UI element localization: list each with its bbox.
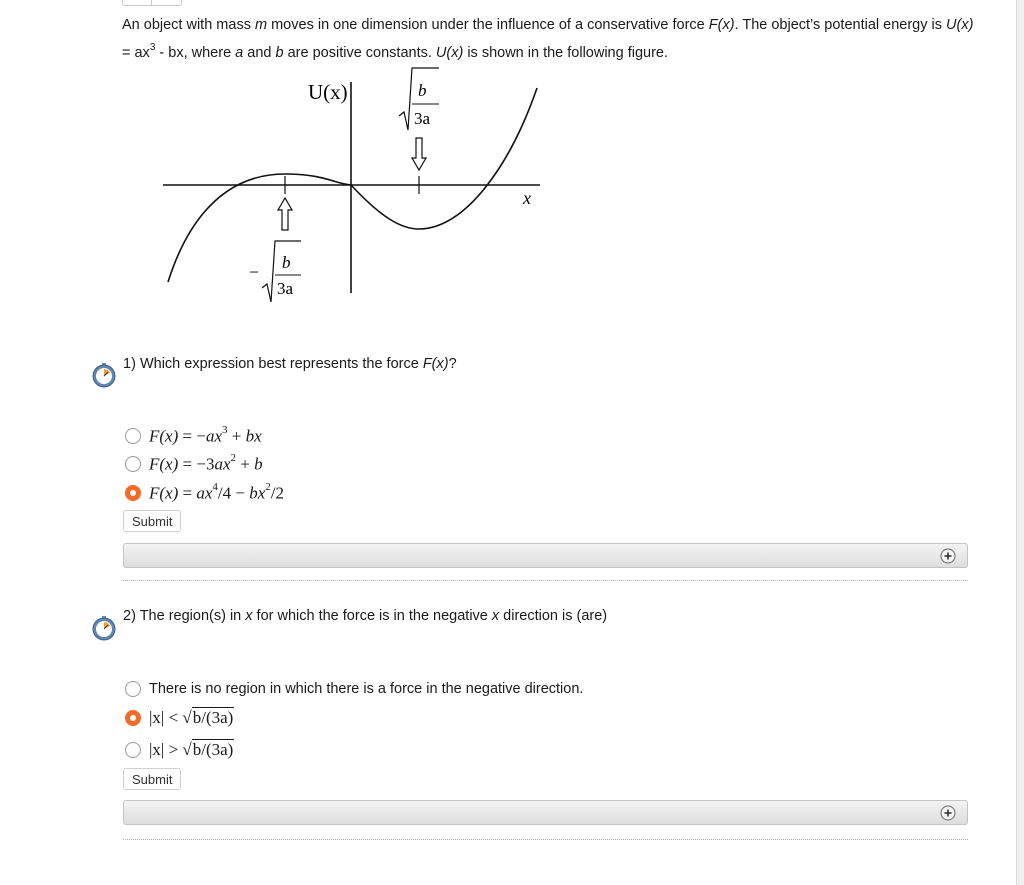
q2-option-1[interactable] [125, 678, 583, 700]
expand-plus-icon[interactable] [940, 805, 956, 821]
section-divider [123, 839, 968, 840]
q1-option-1[interactable] [125, 425, 262, 447]
svg-text:3a: 3a [414, 109, 431, 128]
option-label: $F(x) = -ax^3$ + bx [149, 423, 262, 446]
svg-text:b: b [418, 81, 427, 100]
option-label: $F(x) = ax^4/4 - bx^2/2$ [149, 480, 284, 503]
radio-button-selected[interactable] [125, 485, 141, 501]
potential-energy-figure [155, 66, 555, 306]
option-label: There is no region in which there is a force in the negative direction. [149, 681, 584, 697]
q2-option-3[interactable] [125, 739, 234, 761]
stopwatch-icon [91, 615, 117, 641]
radio-button[interactable] [125, 681, 141, 697]
q2-submit-button[interactable]: Submit [123, 768, 181, 790]
stopwatch-icon [91, 362, 117, 388]
option-label: |x| > √b/(3a) [149, 740, 234, 759]
svg-text:−: − [249, 262, 260, 282]
q1-feedback-bar[interactable] [123, 543, 968, 568]
x-axis-label: x [523, 188, 531, 208]
y-axis-label: U(x) [308, 80, 348, 104]
svg-text:b: b [282, 253, 291, 272]
radio-button[interactable] [125, 428, 141, 444]
q1-option-2[interactable] [125, 453, 263, 475]
radio-button-selected[interactable] [125, 710, 141, 726]
q2-option-2[interactable] [125, 707, 234, 729]
svg-text:3a: 3a [277, 279, 294, 298]
neg-extremum-label [249, 241, 301, 302]
radio-button[interactable] [125, 742, 141, 758]
option-label: |x| < √b/(3a) [149, 708, 234, 727]
up-arrow-icon [278, 198, 292, 230]
pos-extremum-label [399, 68, 439, 130]
question-2-text: 2) The region(s) in x for which the force is in the negative x direction is (are) [123, 608, 608, 624]
radio-button[interactable] [125, 456, 141, 472]
option-label: $F(x) = -3ax^2 + b$ [149, 451, 263, 474]
q1-option-3[interactable] [125, 482, 284, 504]
q2-feedback-bar[interactable] [123, 800, 968, 825]
top-tabs-stub [122, 0, 182, 6]
section-divider [123, 580, 968, 581]
down-arrow-icon [412, 138, 426, 170]
problem-statement: An object with mass m moves in one dimension under the influence of a conservative force F(x). The object’s potential energy is $U(x) = ax^3$ - bx, where a and b are positive constants. U(x) is shown in the following figure. [122, 17, 974, 61]
expand-plus-icon[interactable] [940, 548, 956, 564]
question-1-text: 1) Which expression best represents the force F(x)? [123, 356, 457, 372]
page-scrollbar[interactable] [1016, 0, 1024, 885]
q1-submit-button[interactable]: Submit [123, 510, 181, 532]
